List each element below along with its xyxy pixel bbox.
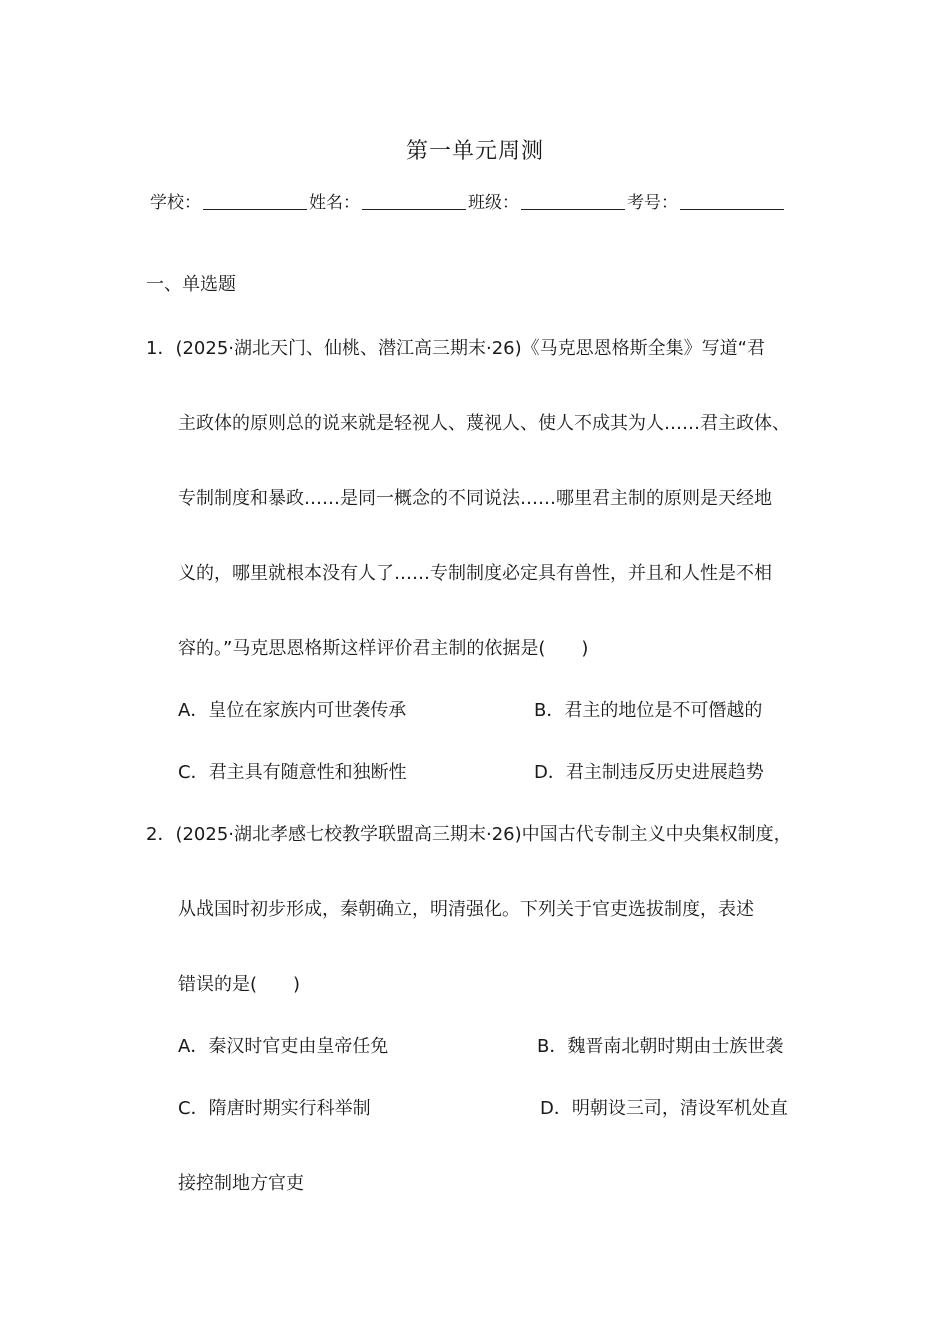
q2-line-2: 从战国时初步形成，秦朝确立，明清强化。下列关于官吏选拔制度，表述: [178, 899, 754, 920]
number-label: 考号：: [627, 193, 678, 213]
section-title: 一、单选题: [146, 274, 236, 295]
class-blank: [521, 191, 625, 210]
school-blank: [203, 191, 307, 210]
school-label: 学校：: [150, 193, 201, 213]
q2-option-a: A．秦汉时官吏由皇帝任免: [178, 1036, 389, 1057]
q2-option-d: D．明朝设三司，清设军机处直: [540, 1098, 788, 1119]
q2-line-1: 2．(2025·湖北孝感七校教学联盟高三期末·26)中国古代专制主义中央集权制度，: [146, 824, 792, 845]
q2-option-b: B．魏晋南北朝时期由士族世袭: [537, 1036, 784, 1057]
q1-line-2: 主政体的原则总的说来就是轻视人、蔑视人、使人不成其为人……君主政体、: [178, 413, 790, 434]
q2-option-d-continued: 接控制地方官吏: [178, 1173, 304, 1194]
name-label: 姓名：: [309, 193, 360, 213]
page-title: 第一单元周测: [405, 139, 544, 164]
q1-line-4: 义的，哪里就根本没有人了……专制制度必定具有兽性，并且和人性是不相: [178, 563, 772, 584]
q1-option-b: B．君主的地位是不可僭越的: [534, 700, 763, 721]
number-blank: [680, 191, 784, 210]
q2-line-3: 错误的是( ): [178, 974, 301, 995]
name-blank: [362, 191, 466, 210]
class-label: 班级：: [468, 193, 519, 213]
q1-line-5: 容的。”马克思恩格斯这样评价君主制的依据是( ): [178, 638, 589, 659]
student-info-row: [150, 188, 786, 213]
q1-line-3: 专制制度和暴政……是同一概念的不同说法……哪里君主制的原则是天经地: [178, 488, 772, 509]
q1-option-c: C．君主具有随意性和独断性: [178, 762, 407, 783]
q1-line-1: 1．(2025·湖北天门、仙桃、潜江高三期末·26)《马克思恩格斯全集》写道“君: [146, 338, 765, 359]
q2-option-c: C．隋唐时期实行科举制: [178, 1098, 371, 1119]
q1-option-a: A．皇位在家族内可世袭传承: [178, 700, 407, 721]
q1-option-d: D．君主制违反历史进展趋势: [534, 762, 764, 783]
